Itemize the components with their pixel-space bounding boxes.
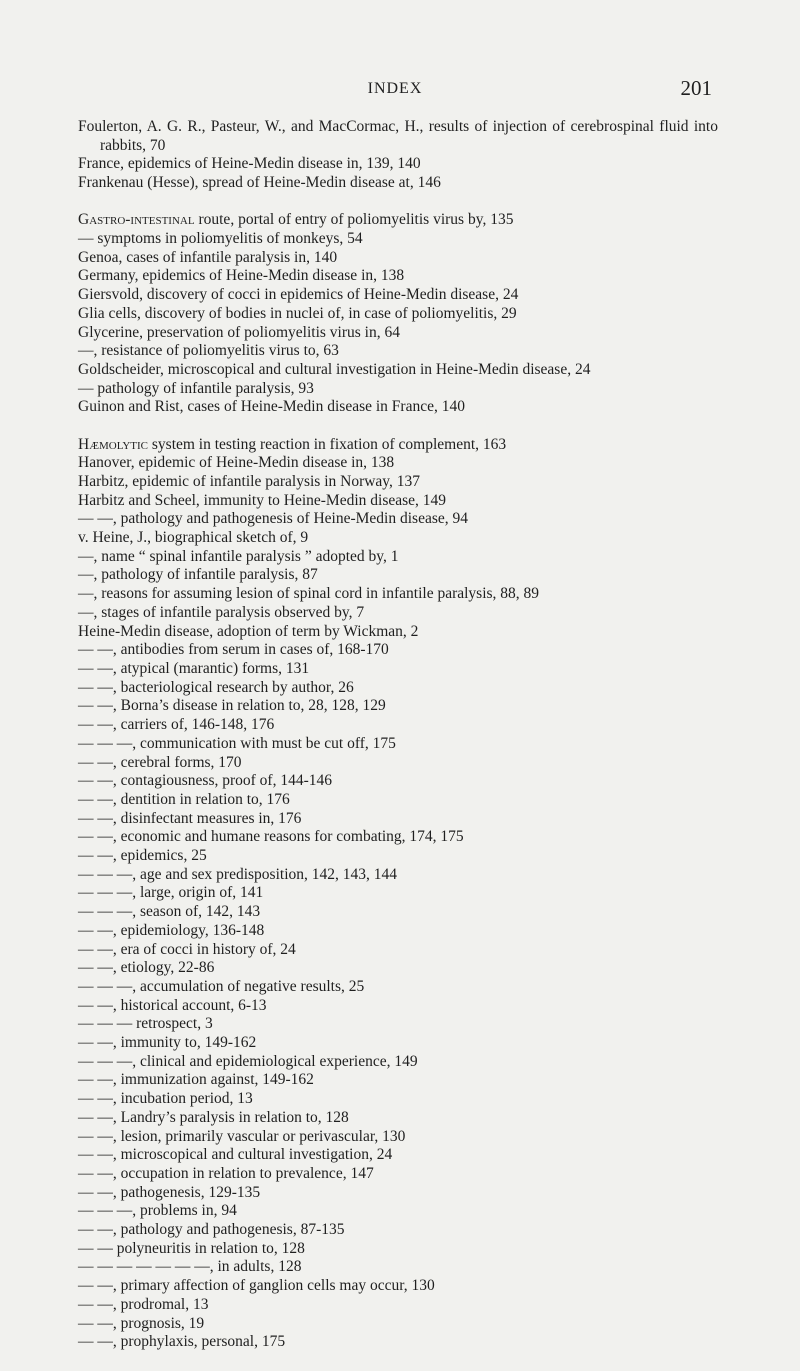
index-section-h (78, 436, 718, 1352)
index-entry: —, reasons for assuming lesion of spinal cord in infantile paralysis, 88, 89 (78, 585, 540, 603)
index-entry: — symptoms in poliomyelitis of monkeys, 54 (78, 230, 363, 248)
index-entry: —, pathology of infantile paralysis, 87 (78, 566, 318, 584)
index-entry: Frankenau (Hesse), spread of Heine-Medin disease at, 146 (78, 174, 441, 192)
index-entry: — — — retrospect, 3 (78, 1015, 213, 1033)
index-entry: — — — — — — —, in adults, 128 (78, 1258, 302, 1276)
index-entry: Glycerine, preservation of poliomyelitis virus in, 64 (78, 323, 400, 341)
index-entry: — —, disinfectant measures in, 176 (78, 809, 302, 827)
index-entry: Gastro-intestinal route, portal of entry of poliomyelitis virus by, 135 (78, 211, 514, 229)
index-entry: — —, prophylaxis, personal, 175 (78, 1333, 286, 1351)
index-entry: — —, epidemics, 25 (78, 847, 207, 865)
index-entry: — —, pathogenesis, 129-135 (78, 1183, 261, 1201)
index-entry: France, epidemics of Heine-Medin disease in, 139, 140 (78, 155, 421, 173)
index-entry: — — —, season of, 142, 143 (78, 903, 261, 921)
index-body (78, 118, 718, 1371)
index-entry: — — —, communication with must be cut off, 175 (78, 734, 396, 752)
index-entry: — —, economic and humane reasons for combating, 174, 175 (78, 828, 464, 846)
index-entry: — —, antibodies from serum in cases of, 168-170 (78, 641, 389, 659)
index-entry: — —, cerebral forms, 170 (78, 753, 242, 771)
index-entry: — —, contagiousness, proof of, 144-146 (78, 772, 332, 790)
index-entry: Harbitz and Scheel, immunity to Heine-Medin disease, 149 (78, 491, 447, 509)
index-entry: — —, incubation period, 13 (78, 1090, 253, 1108)
index-entry: Hæmolytic system in testing reaction in fixation of complement, 163 (78, 435, 507, 453)
index-entry: Giersvold, discovery of cocci in epidemics of Heine-Medin disease, 24 (78, 286, 519, 304)
index-entry: — —, prognosis, 19 (78, 1314, 205, 1332)
index-entry: — —, dentition in relation to, 176 (78, 790, 290, 808)
index-entry: Heine-Medin disease, adoption of term by Wickman, 2 (78, 622, 419, 640)
index-entry: — —, Borna’s disease in relation to, 28, 128, 129 (78, 697, 386, 715)
index-entry: —, resistance of poliomyelitis virus to, 63 (78, 342, 339, 360)
index-entry: —, name “ spinal infantile paralysis ” adopted by, 1 (78, 547, 399, 565)
index-entry: — —, prodromal, 13 (78, 1295, 209, 1313)
index-section-f (78, 118, 718, 193)
index-entry: Germany, epidemics of Heine-Medin disease in, 138 (78, 267, 405, 285)
index-entry: — —, immunity to, 149-162 (78, 1034, 257, 1052)
index-entry: — — —, accumulation of negative results, 25 (78, 977, 365, 995)
index-entry: Goldscheider, microscopical and cultural investigation in Heine-Medin disease, 24 (78, 360, 591, 378)
index-section-g (78, 211, 718, 417)
index-entry: — —, pathology and pathogenesis, 87-135 (78, 1221, 345, 1239)
index-entry: —, stages of infantile paralysis observed by, 7 (78, 603, 365, 621)
page-header (78, 76, 712, 102)
index-entry: Glia cells, discovery of bodies in nuclei of, in case of poliomyelitis, 29 (78, 304, 517, 322)
index-entry: — — polyneuritis in relation to, 128 (78, 1239, 305, 1257)
index-entry: — —, microscopical and cultural investigation, 24 (78, 1146, 393, 1164)
index-entry: Foulerton, A. G. R., Pasteur, W., and MacCormac, H., results of injection of cerebrospinal fluid into rabbits, 70 (78, 118, 718, 154)
page-number: 201 (680, 76, 712, 100)
index-entry: — —, etiology, 22-86 (78, 959, 215, 977)
index-entry: — —, Landry’s paralysis in relation to, 128 (78, 1108, 349, 1126)
index-entry: — —, historical account, 6-13 (78, 996, 267, 1014)
index-entry: — —, occupation in relation to prevalence, 147 (78, 1164, 374, 1182)
index-entry: Hanover, epidemic of Heine-Medin disease in, 138 (78, 454, 395, 472)
index-entry: Genoa, cases of infantile paralysis in, 140 (78, 248, 338, 266)
index-entry: — — —, large, origin of, 141 (78, 884, 264, 902)
index-entry: — —, immunization against, 149-162 (78, 1071, 314, 1089)
index-entry: — —, epidemiology, 136-148 (78, 921, 265, 939)
index-entry: — — —, clinical and epidemiological experience, 149 (78, 1052, 418, 1070)
index-entry: — —, primary affection of ganglion cells may occur, 130 (78, 1277, 435, 1295)
index-entry: v. Heine, J., biographical sketch of, 9 (78, 529, 309, 547)
index-entry: — —, carriers of, 146-148, 176 (78, 716, 275, 734)
index-entry: — — —, problems in, 94 (78, 1202, 237, 1220)
running-head: INDEX (367, 80, 423, 97)
index-entry: — —, atypical (marantic) forms, 131 (78, 659, 310, 677)
index-entry: — — —, age and sex predisposition, 142, 143, 144 (78, 865, 398, 883)
index-entry: — —, lesion, primarily vascular or perivascular, 130 (78, 1127, 406, 1145)
index-entry: — —, era of cocci in history of, 24 (78, 940, 296, 958)
index-entry: — —, pathology and pathogenesis of Heine-Medin disease, 94 (78, 510, 468, 528)
index-entry: — pathology of infantile paralysis, 93 (78, 379, 314, 397)
index-entry: Harbitz, epidemic of infantile paralysis in Norway, 137 (78, 472, 421, 490)
index-entry: Guinon and Rist, cases of Heine-Medin disease in France, 140 (78, 398, 465, 416)
index-entry: — —, bacteriological research by author, 26 (78, 678, 354, 696)
